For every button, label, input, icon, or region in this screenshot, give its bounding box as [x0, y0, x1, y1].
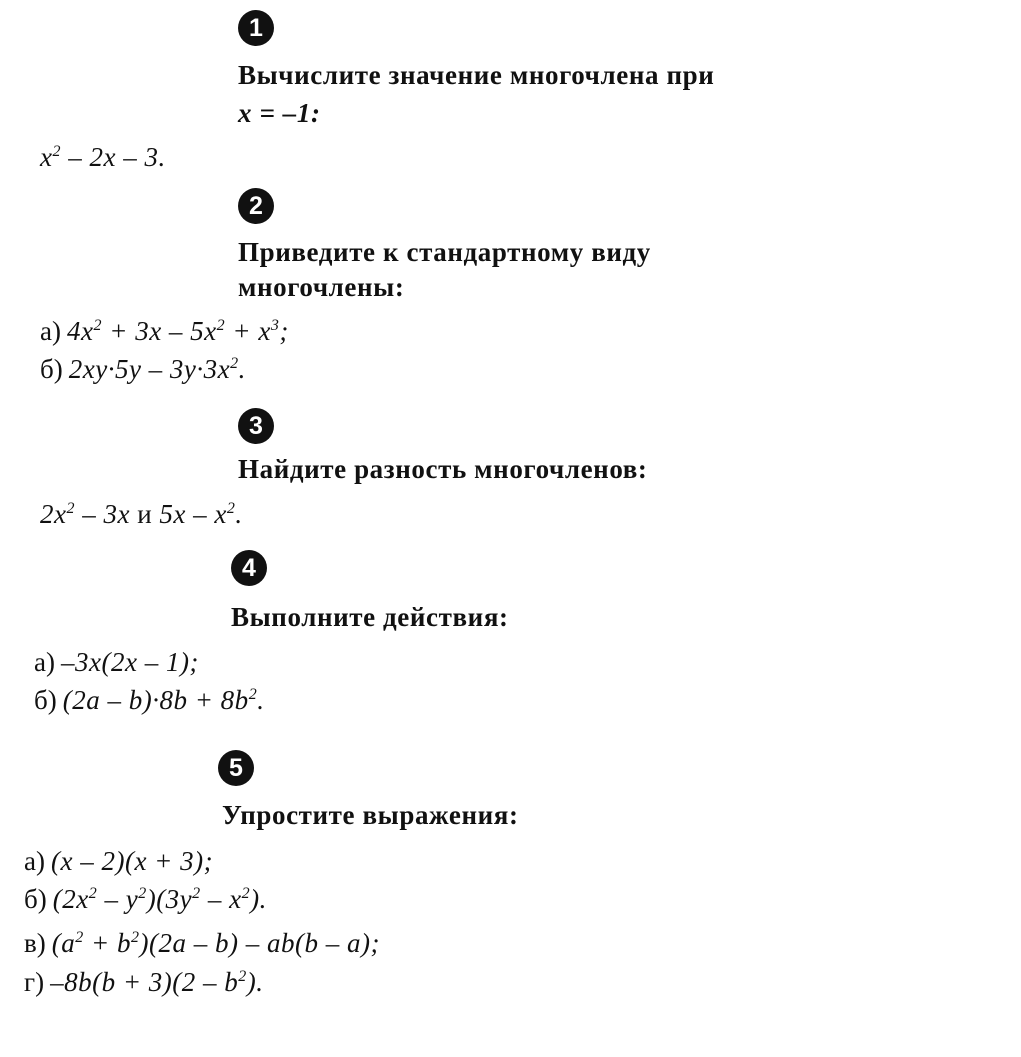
task-5-item-d — [24, 965, 264, 999]
item-math: (x – 2)(x + 3); — [50, 846, 214, 876]
task-4-item-a — [34, 645, 199, 679]
task-3-expression — [40, 497, 243, 531]
task-4-item-b — [34, 683, 264, 717]
item-label: а) — [34, 647, 55, 677]
item-label: а) — [40, 316, 61, 346]
task-number-badge-1: 1 — [238, 10, 274, 46]
item-math: –3x(2x – 1); — [60, 647, 199, 677]
item-label: б) — [34, 685, 57, 715]
item-label: а) — [24, 846, 45, 876]
item-math: $2x^2 - 3x$ и $5x - x^2$. — [40, 499, 243, 529]
task-1-condition: x = –1: — [238, 98, 321, 128]
task-number-badge-4: 4 — [231, 550, 267, 586]
task-4-heading-line-1: Выполните действия: — [231, 602, 509, 632]
task-3-heading-line-1: Найдите разность многочленов: — [238, 454, 648, 484]
item-math: $-8b(b + 3)(2 - b^2)$. — [50, 967, 264, 997]
item-math: $x^2 - 2x - 3$. — [40, 142, 166, 172]
item-label: б) — [24, 884, 47, 914]
task-1-expression — [40, 140, 166, 174]
task-number-badge-5: 5 — [218, 750, 254, 786]
task-1-heading-line-1: Вычислите значение многочлена при — [238, 60, 715, 90]
item-math: $4x^2 + 3x - 5x^2 + x^3$; — [66, 316, 289, 346]
task-number-badge-2: 2 — [238, 188, 274, 224]
task-1-heading-var — [238, 96, 321, 130]
task-5-item-b — [24, 882, 267, 916]
item-label: в) — [24, 928, 46, 958]
item-label: г) — [24, 967, 45, 997]
task-5-item-a — [24, 844, 213, 878]
task-2-heading-line-1: Приведите к стандартному виду — [238, 237, 651, 267]
item-math: $2xy\cdot 5y - 3y\cdot 3x^2$. — [68, 354, 246, 384]
item-label: б) — [40, 354, 63, 384]
item-math: $(2a - b)\cdot 8b + 8b^2$. — [62, 685, 265, 715]
task-2-item-a — [40, 314, 289, 348]
task-number-badge-3: 3 — [238, 408, 274, 444]
task-5-item-c — [24, 926, 380, 960]
task-2-item-b — [40, 352, 246, 386]
item-math: $(a^2 + b^2)(2a - b) - ab(b - a)$; — [51, 928, 380, 958]
task-2-heading-line-2: многочлены: — [238, 272, 405, 302]
task-5-heading-line-1: Упростите выражения: — [222, 800, 519, 830]
item-math: $(2x^2 - y^2)(3y^2 - x^2)$. — [52, 884, 267, 914]
